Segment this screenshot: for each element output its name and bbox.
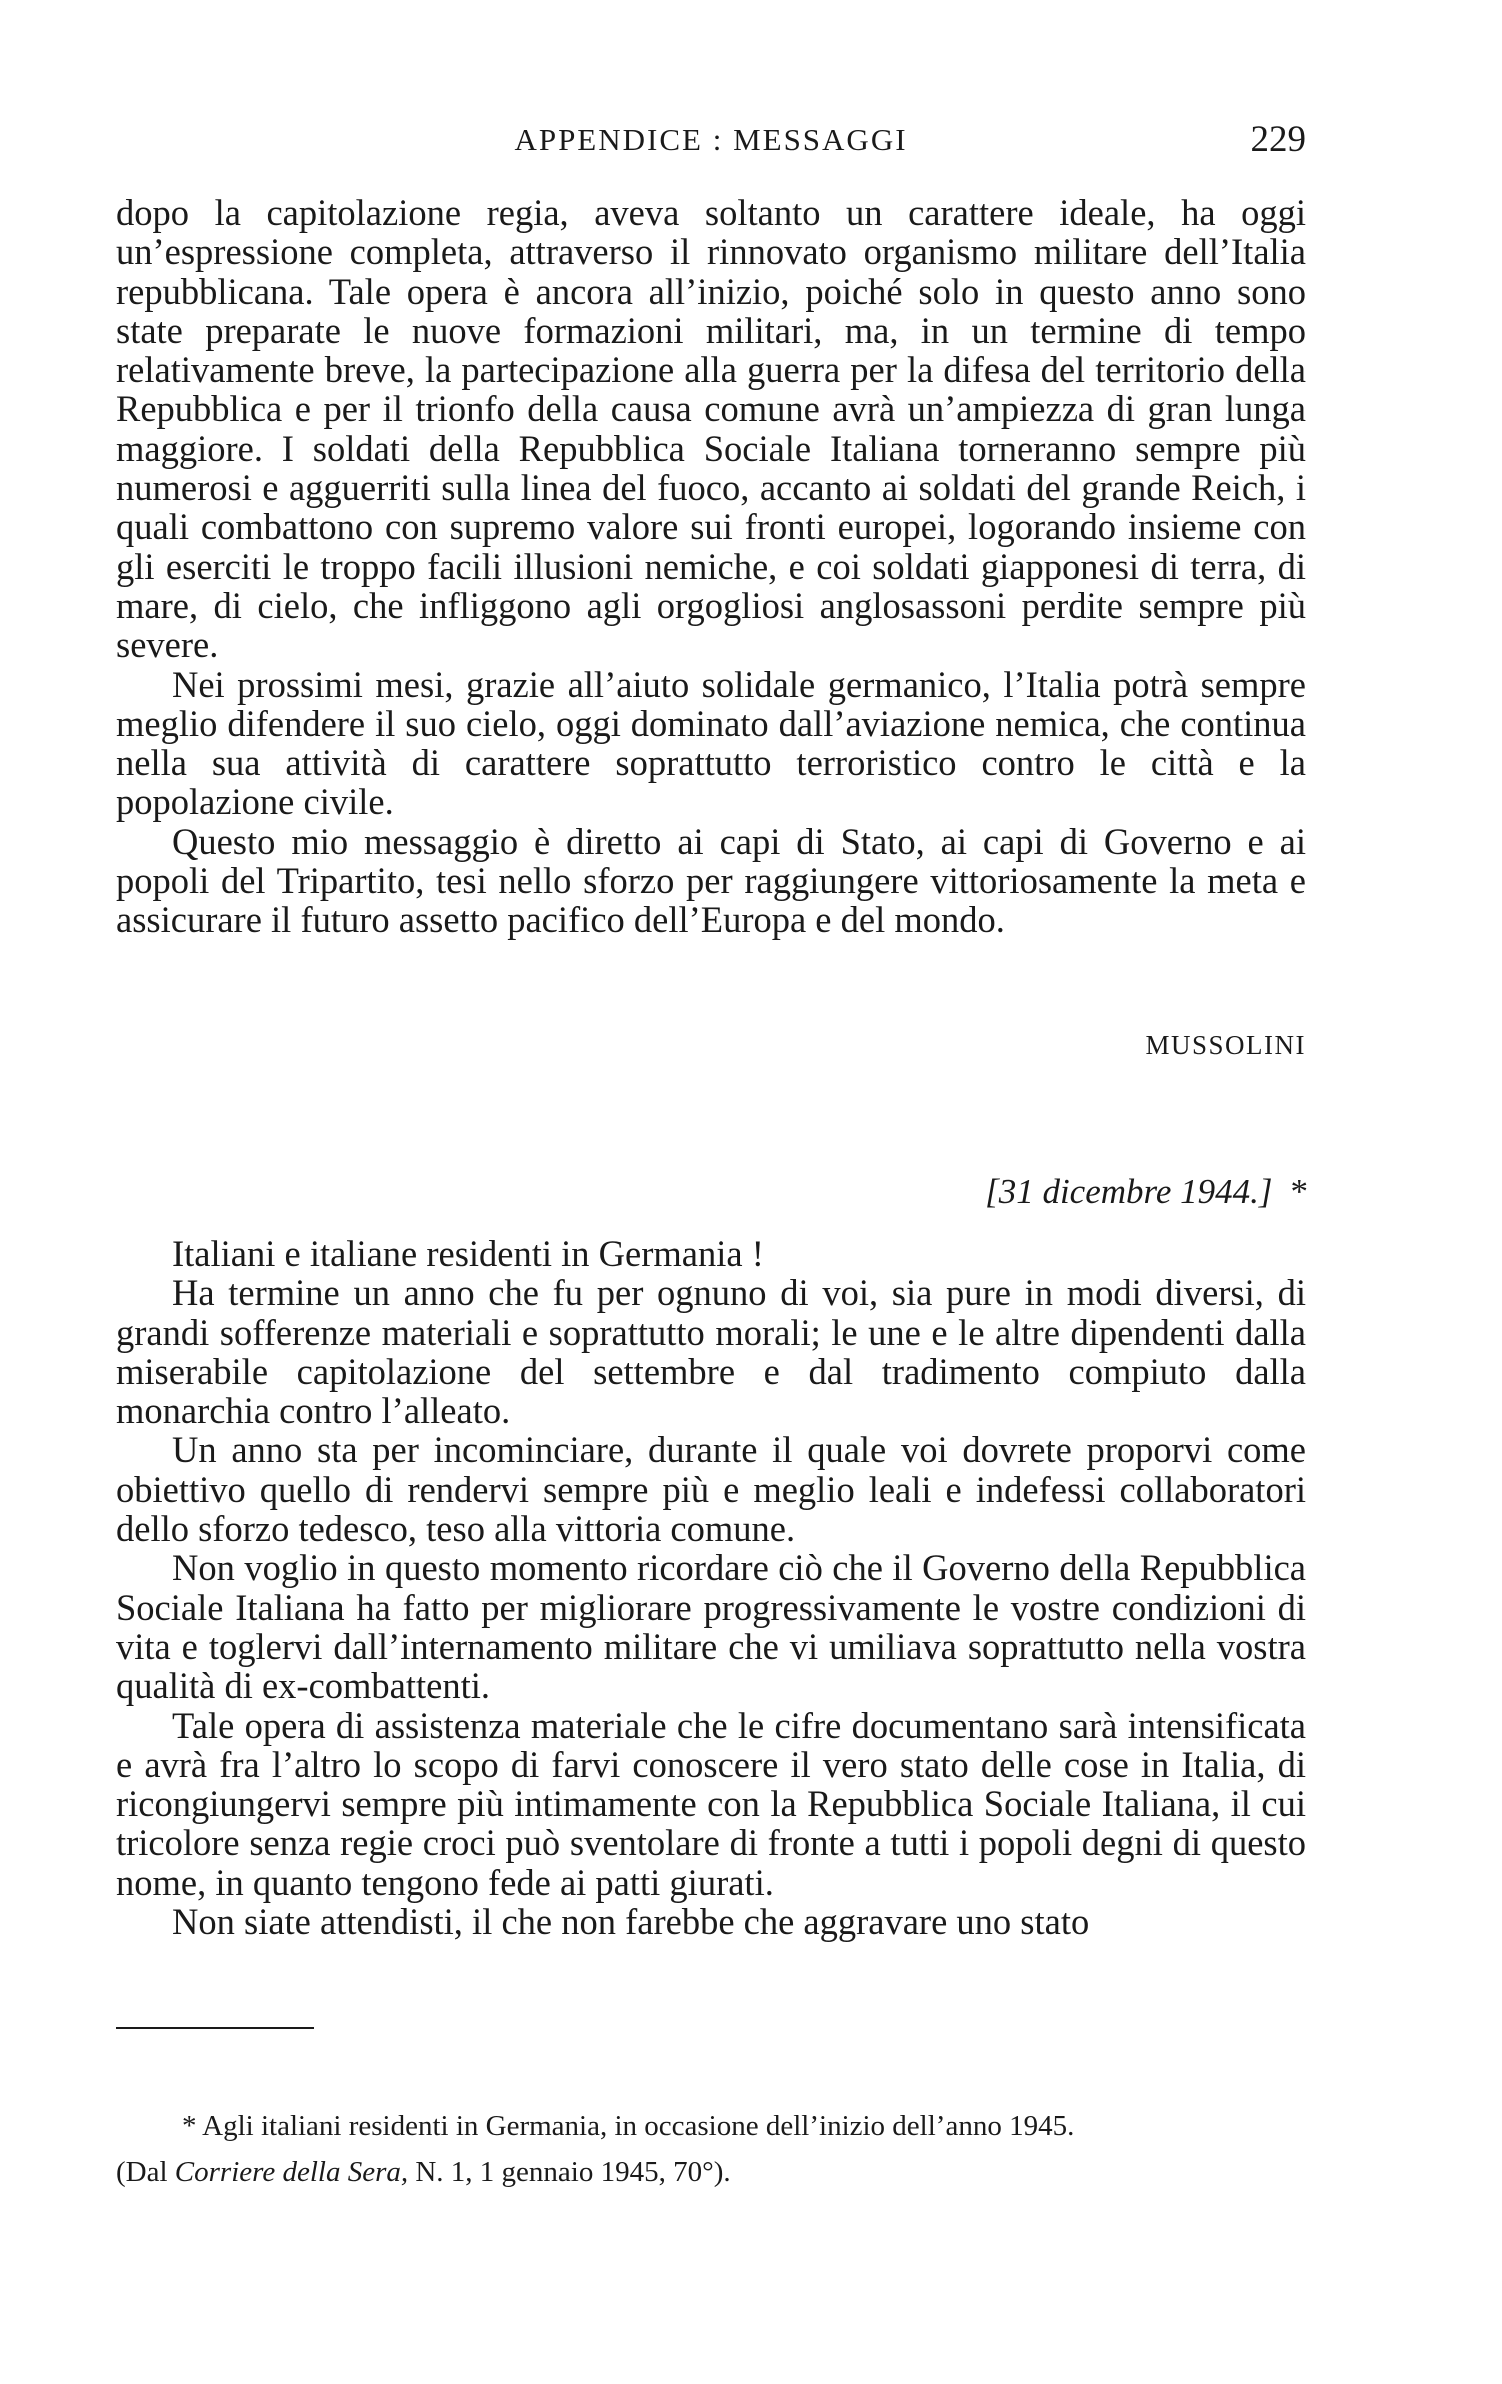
footnote-suffix: N. 1, 1 gennaio 1945, 70°). [408, 2156, 731, 2188]
message-date: [31 dicembre 1944.] [985, 1172, 1273, 1211]
page-header [116, 118, 1306, 168]
paragraph: Nei prossimi mesi, grazie all’aiuto solidale germanico, l’Italia potrà sempre meglio difendere il suo cielo, oggi dominato dall’aviazione nemica, che continua nella sua attività di carattere soprattutto terroristico contro le città e la popolazione civile. [116, 663, 1306, 823]
paragraph: dopo la capitolazione regia, aveva soltanto un carattere ideale, ha oggi un’espressione completa, attraverso il rinnovato organismo militare dell’Italia repubblicana. Tale opera è ancora all’inizio, poiché solo in questo anno sono state preparate le nuove formazioni militari, ma, in un termine di tempo relativamente breve, la partecipazione alla guerra per la difesa del territorio della Repubblica e per il trionfo della causa comune avrà un’ampiezza di gran lunga maggiore. I soldati della Repubblica Sociale Italiana torneranno sempre più numerosi e agguerriti sulla linea del fuoco, accanto ai soldati del grande Reich, i quali combattono con supremo valore sui fronti europei, logorando insieme con gli eserciti le troppo facili illusioni nemiche, e coi soldati giapponesi di terra, di mare, di cielo, che infliggono agli orgogliosi anglosassoni perdite sempre più severe. [116, 192, 1306, 666]
footnote-line: * Agli italiani residenti in Germania, in occasione dell’inizio dell’anno 1945. [182, 2110, 1075, 2142]
paragraph: Un anno sta per incominciare, durante il quale voi dovrete proporvi come obiettivo quello di rendervi sempre più e meglio leali e indefessi collaboratori dello sforzo tedesco, teso alla vittoria comune. [116, 1429, 1306, 1550]
running-title: APPENDICE : MESSAGGI [514, 122, 908, 157]
paragraph: Ha termine un anno che fu per ognuno di voi, sia pure in modi diversi, di grandi sofferenze materiali e soprattutto morali; le une e le altre dipendenti dalla miserabile capitolazione del settembre e dal tradimento compiuto dalla monarchia contro l’alleato. [116, 1272, 1306, 1432]
message-body-continued [116, 193, 1306, 940]
paragraph: Tale opera di assistenza materiale che le cifre documentano sarà intensificata e avrà fra l’altro lo scopo di farvi conoscere il vero stato delle cose in Italia, di ricongiungervi sempre più intimamente con la Repubblica Sociale Italiana, il cui tricolore senza regie croci può sventolare di fronte a tutti i popoli degni di questo nome, in quanto tengono fede ai patti giurati. [116, 1704, 1306, 1903]
page-number: 229 [1250, 119, 1306, 160]
salutation: Italiani e italiane residenti in Germania ! [172, 1233, 764, 1274]
paragraph: Questo mio messaggio è diretto ai capi di Stato, ai capi di Governo e ai popoli del Tripartito, tesi nello sforzo per raggiungere vittoriosamente la meta e assicurare il futuro assetto pacifico dell’Europa e del mondo. [116, 820, 1306, 941]
footnote [116, 2103, 1306, 2195]
paragraph: Non siate attendisti, il che non farebbe che aggravare uno stato [172, 1901, 1090, 1943]
footnote-divider [116, 2027, 314, 2029]
footnote-line [116, 2149, 1306, 2195]
signature: MUSSOLINI [1145, 1030, 1306, 1060]
footnote-source: Corriere della Sera, [174, 2156, 409, 2188]
message-body [116, 1234, 1306, 1941]
footnote-marker: * [1290, 1172, 1308, 1211]
footnote-prefix: (Dal [116, 2156, 175, 2188]
message-date-line [985, 1172, 1308, 1212]
paragraph: Non voglio in questo momento ricordare ciò che il Governo della Repubblica Sociale Italiana ha fatto per migliorare progressivamente le vostre condizioni di vita e toglervi dall’internamento militare che vi umiliava soprattutto nella vostra qualità di ex-combattenti. [116, 1547, 1306, 1707]
